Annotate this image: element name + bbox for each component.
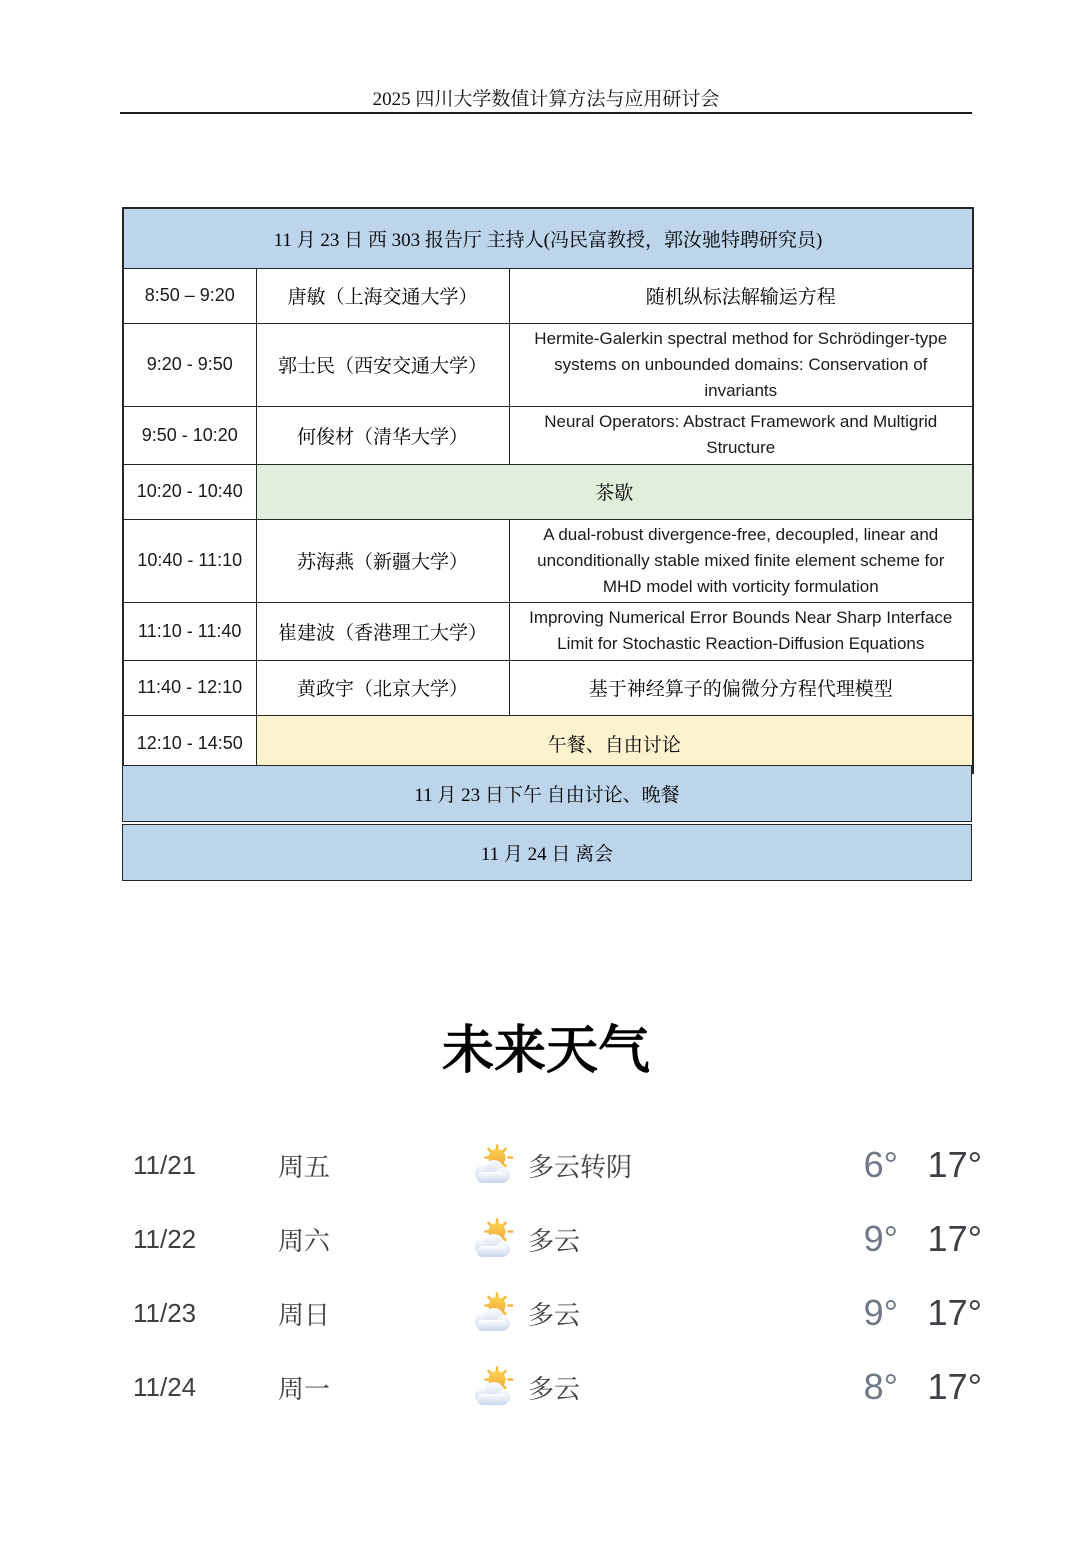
weather-forecast-list	[133, 1128, 982, 1424]
time-cell: 9:20 - 9:50	[123, 323, 256, 406]
time-cell: 8:50 – 9:20	[123, 268, 256, 323]
weather-date: 11/21	[133, 1149, 197, 1180]
table-row	[123, 519, 973, 602]
table-row	[123, 660, 973, 715]
speaker-cell: 黄政宇（北京大学）	[256, 660, 509, 715]
weather-high-temp: 17°	[927, 1366, 982, 1407]
time-cell: 9:50 - 10:20	[123, 406, 256, 464]
speaker-cell: 崔建波（香港理工大学）	[256, 602, 509, 660]
weather-low-temp: 9°	[863, 1292, 898, 1333]
header-divider	[120, 112, 972, 114]
weather-low-temp: 8°	[863, 1366, 898, 1407]
lunch-cell: 午餐、自由讨论	[256, 715, 973, 773]
weather-row	[133, 1128, 982, 1202]
weather-high-temp: 17°	[927, 1144, 982, 1185]
time-cell: 11:40 - 12:10	[123, 660, 256, 715]
table-row	[123, 323, 973, 406]
table-row	[123, 268, 973, 323]
schedule-footer-afternoon: 11 月 23 日下午 自由讨论、晚餐	[122, 765, 972, 822]
tea-break-cell: 茶歇	[256, 464, 973, 519]
talk-title-cell: 基于神经算子的偏微分方程代理模型	[509, 660, 973, 715]
weather-condition: 多云	[528, 1225, 581, 1256]
weather-condition: 多云	[528, 1373, 581, 1404]
talk-title-cell: Improving Numerical Error Bounds Near Sharp Interface Limit for Stochastic Reaction-Diffusion Equations	[509, 602, 973, 660]
partly-cloudy-icon	[470, 1291, 528, 1335]
weather-date: 11/22	[133, 1223, 197, 1254]
table-row-session-header	[123, 208, 973, 268]
weather-weekday: 周五	[278, 1151, 331, 1182]
weather-date: 11/24	[133, 1371, 197, 1402]
weather-row	[133, 1276, 982, 1350]
time-cell: 10:20 - 10:40	[123, 464, 256, 519]
weather-section-title: 未来天气	[441, 1023, 650, 1080]
partly-cloudy-icon	[470, 1217, 528, 1261]
weather-date: 11/23	[133, 1297, 197, 1328]
talk-title-cell: Neural Operators: Abstract Framework and Multigrid Structure	[509, 406, 973, 464]
weather-weekday: 周日	[278, 1299, 331, 1330]
weather-high-temp: 17°	[927, 1292, 982, 1333]
table-row-tea-break	[123, 464, 973, 519]
weather-weekday: 周六	[278, 1225, 331, 1256]
partly-cloudy-icon	[470, 1365, 528, 1409]
document-header-title: 2025 四川大学数值计算方法与应用研讨会	[372, 89, 720, 110]
weather-row	[133, 1202, 982, 1276]
weather-condition: 多云	[528, 1299, 581, 1330]
talk-title-cell: 随机纵标法解输运方程	[509, 268, 973, 323]
session-header-cell: 11 月 23 日 西 303 报告厅 主持人(冯民富教授，郭汝驰特聘研究员)	[123, 208, 973, 268]
weather-low-temp: 6°	[863, 1144, 898, 1185]
weather-low-temp: 9°	[863, 1218, 898, 1259]
time-cell: 12:10 - 14:50	[123, 715, 256, 773]
speaker-cell: 唐敏（上海交通大学）	[256, 268, 509, 323]
talk-title-cell: A dual-robust divergence-free, decoupled, linear and unconditionally stable mixed finite element scheme for MHD model with vorticity formulation	[509, 519, 973, 602]
schedule-footer-departure: 11 月 24 日 离会	[122, 824, 972, 881]
table-row	[123, 406, 973, 464]
schedule-table	[122, 207, 974, 774]
speaker-cell: 苏海燕（新疆大学）	[256, 519, 509, 602]
weather-weekday: 周一	[278, 1373, 331, 1404]
time-cell: 11:10 - 11:40	[123, 602, 256, 660]
weather-row	[133, 1350, 982, 1424]
speaker-cell: 郭士民（西安交通大学）	[256, 323, 509, 406]
talk-title-cell: Hermite-Galerkin spectral method for Schrödinger-type systems on unbounded domains: Conservation of invariants	[509, 323, 973, 406]
weather-high-temp: 17°	[927, 1218, 982, 1259]
partly-cloudy-icon	[470, 1143, 528, 1187]
weather-condition: 多云转阴	[528, 1151, 633, 1182]
speaker-cell: 何俊材（清华大学）	[256, 406, 509, 464]
time-cell: 10:40 - 11:10	[123, 519, 256, 602]
table-row	[123, 602, 973, 660]
